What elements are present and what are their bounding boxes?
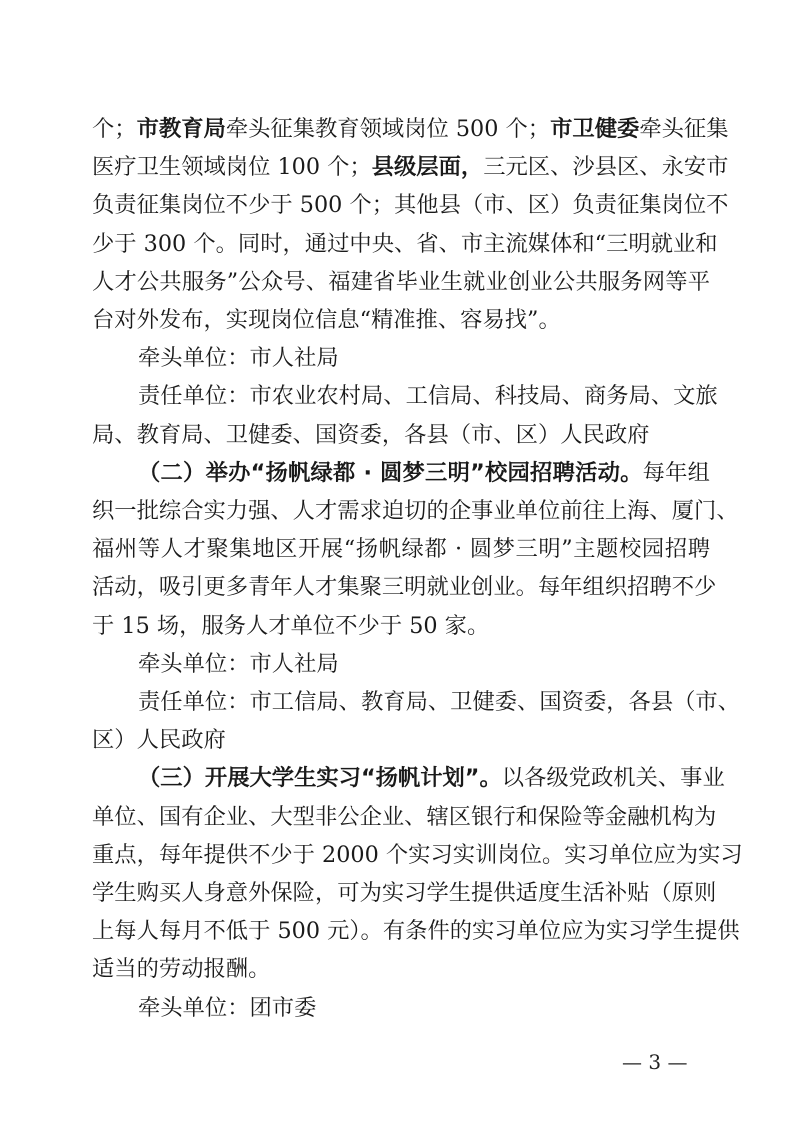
text-segment: 牵头征集教育领域岗位 500 个；: [225, 116, 551, 142]
text-segment: 以各级党政机关、事业: [501, 765, 725, 792]
text-line: [92, 650, 710, 677]
text-line: [92, 574, 717, 601]
bold-text: 市卫健委: [550, 116, 640, 142]
bold-text: 县级层面，: [371, 154, 484, 181]
text-line: [92, 765, 725, 792]
bold-text: 市教育局: [136, 116, 226, 142]
text-segment: 负责征集岗位不少于 500 个；其他县（市、区）负责征集岗位不: [92, 192, 729, 219]
text-line: [92, 994, 710, 1021]
text-segment: 织一批综合实力强、人才需求迫切的企事业单位前往上海、厦门、: [92, 498, 739, 524]
text-segment: 牵头单位：市人社局: [138, 650, 339, 677]
text-segment: 个；: [92, 116, 137, 142]
page-number: — 3 —: [622, 1050, 688, 1074]
text-segment: 单位、国有企业、大型非公企业、辖区银行和保险等金融机构为: [92, 803, 717, 830]
text-segment: 学生购买人身意外保险，可为实习学生提供适度生活补贴（原则: [92, 880, 717, 906]
text-line: [92, 309, 710, 331]
bold-text: （二）举办“扬帆绿都 · 圆梦三明”校园招聘活动。: [138, 459, 643, 486]
text-line: [92, 727, 710, 754]
text-segment: 人才公共服务”公众号、福建省毕业生就业创业公共服务网等平: [92, 268, 710, 295]
text-line: [92, 498, 739, 524]
text-segment: 少于 300 个。同时，通过中央、省、市主流媒体和“三明就业和: [92, 230, 718, 257]
text-line: [92, 154, 729, 181]
text-segment: 于 15 场，服务人才单位不少于 50 家。: [92, 612, 490, 639]
text-line: [92, 880, 717, 906]
text-line: [92, 345, 710, 372]
text-segment: 牵头单位：团市委: [138, 994, 317, 1021]
text-line: [92, 459, 710, 486]
text-line: [92, 421, 710, 448]
text-line: [92, 536, 710, 563]
text-line: [92, 689, 741, 715]
text-segment: 重点，每年提供不少于 2000 个实习实训岗位。实习单位应为实习: [92, 841, 743, 868]
text-line: [92, 116, 729, 142]
text-segment: 台对外发布，实现岗位信息“精准推、容易找”。: [92, 307, 561, 333]
text-segment: 上每人每月不低于 500 元）。有条件的实习单位应为实习学生提供: [92, 918, 740, 945]
text-segment: 适当的劳动报酬。: [92, 956, 271, 983]
text-segment: 局、教育局、卫健委、国资委，各县（市、区）人民政府: [92, 421, 650, 448]
text-segment: 福州等人才聚集地区开展“扬帆绿都 · 圆梦三明”主题校园招聘: [92, 536, 710, 563]
text-segment: 牵头征集: [639, 116, 729, 142]
text-line: [92, 956, 710, 983]
text-line: [92, 192, 729, 219]
text-segment: 牵头单位：市人社局: [138, 345, 339, 372]
text-segment: 医疗卫生领域岗位 100 个；: [92, 154, 372, 181]
text-line: [92, 612, 710, 639]
text-line: [92, 268, 710, 295]
text-segment: 每年组: [642, 459, 710, 486]
text-segment: 活动，吸引更多青年人才集聚三明就业创业。每年组织招聘不少: [92, 574, 717, 601]
text-segment: 区）人民政府: [92, 727, 226, 754]
text-segment: 责任单位：市农业农村局、工信局、科技局、商务局、文旅: [138, 383, 718, 410]
text-line: [92, 803, 717, 830]
text-segment: 责任单位：市工信局、教育局、卫健委、国资委，各县（市、: [138, 689, 741, 715]
text-line: [92, 841, 743, 868]
text-line: [92, 230, 718, 257]
bold-text: （三）开展大学生实习“扬帆计划”。: [138, 765, 502, 792]
text-line: [92, 383, 718, 410]
text-line: [92, 918, 740, 945]
text-segment: 三元区、沙县区、永安市: [483, 154, 729, 181]
